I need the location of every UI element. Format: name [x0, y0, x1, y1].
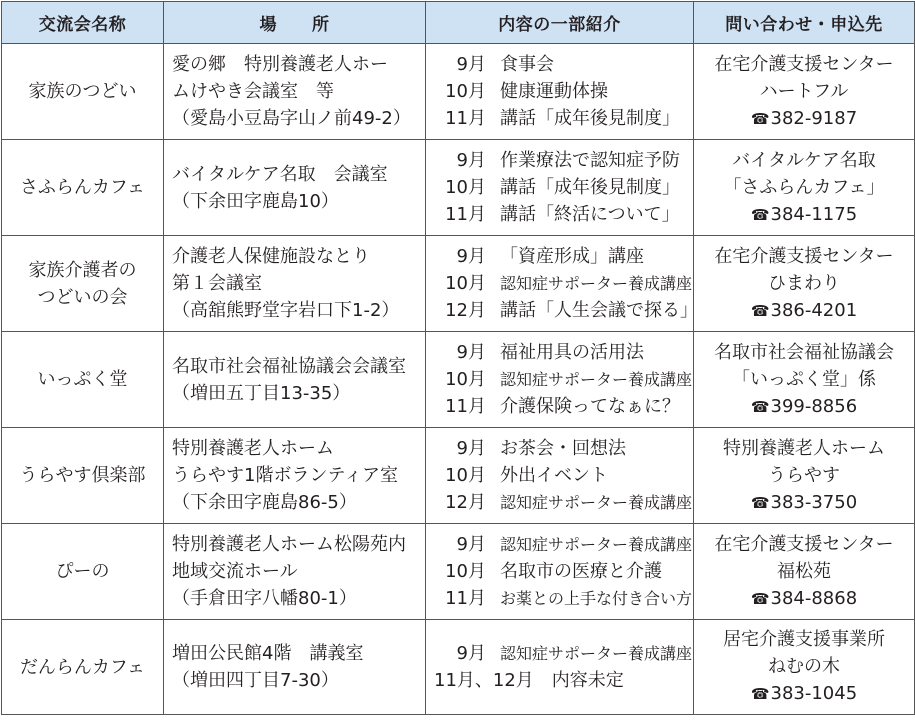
contact-line: 「いっぷく堂」係: [732, 368, 876, 390]
content-month: 11月: [445, 588, 486, 609]
tel-number: 383-1045: [770, 683, 858, 704]
meeting-name-line: つどいの会: [37, 286, 128, 308]
header-row: [2, 2, 915, 44]
meeting-contact: [694, 236, 915, 332]
place-line: （高舘熊野堂字岩口下1-2）: [172, 300, 400, 321]
meeting-place: [164, 428, 426, 524]
content-item: [434, 339, 693, 366]
telephone-icon: ☎: [750, 493, 770, 512]
meeting-name-line: ぴーの: [55, 561, 110, 582]
contact-tel: [696, 393, 912, 421]
contact-tel: [696, 105, 912, 133]
table-row: [2, 236, 915, 332]
contact-tel: [696, 489, 912, 517]
content-text: お茶会・回想法: [500, 438, 626, 459]
contact-line: ひまわり: [768, 272, 840, 294]
contact-line: 在宅介護支援センター: [714, 245, 894, 267]
content-text: 認知症サポーター養成講座: [500, 370, 693, 389]
place-line: うらやす1階ボランティア室: [172, 465, 399, 486]
content-text: 11月、12月 内容未定: [434, 670, 624, 691]
content-item: [434, 558, 693, 585]
meeting-name-line: だんらんカフェ: [19, 656, 146, 678]
content-text: 講話「終活について」: [500, 204, 680, 225]
content-item: [434, 585, 693, 612]
header-name: 交流会名称: [2, 2, 164, 44]
contact-line: 福松苑: [777, 560, 831, 582]
place-line: 名取市社会福祉協議会会議室: [172, 355, 406, 377]
contact-line: 「さふらんカフェ」: [723, 176, 885, 198]
content-item: [434, 105, 693, 132]
meeting-name: [2, 620, 164, 715]
tel-number: 399-8856: [770, 395, 858, 417]
place-line: （下余田字鹿島86-5）: [172, 492, 357, 513]
telephone-icon: ☎: [750, 205, 770, 224]
place-line: （愛島小豆島字山ノ前49-2）: [172, 108, 411, 129]
meeting-place: [164, 44, 426, 140]
table-row: [2, 524, 915, 620]
contact-line: 居宅介護支援事業所: [723, 629, 885, 650]
place-line: 介護老人保健施設なとり: [172, 246, 370, 267]
content-month: 12月: [445, 300, 486, 321]
place-line: バイタルケア名取 会議室: [172, 163, 388, 185]
content-item: [434, 393, 693, 420]
content-month: 10月: [445, 177, 486, 198]
content-text: 認知症サポーター養成講座: [500, 644, 693, 663]
contact-line: ハートフル: [759, 80, 849, 102]
content-item: [434, 51, 693, 78]
table-row: [2, 428, 915, 524]
content-text: 講話「成年後見制度」: [500, 177, 680, 198]
content-text: お薬との上手な付き合い方: [500, 589, 693, 608]
exchange-meeting-table: [1, 1, 915, 715]
content-item: [434, 435, 693, 462]
header-contact: 問い合わせ・申込先: [694, 2, 915, 44]
content-month: 9月: [456, 342, 486, 363]
content-month: 9月: [456, 643, 486, 664]
content-month: 9月: [456, 150, 486, 171]
tel-number: 384-1175: [770, 203, 858, 225]
content-item: [434, 531, 693, 558]
meeting-content: [426, 428, 694, 524]
meeting-place: [164, 620, 426, 715]
meeting-name-line: うらやす倶楽部: [19, 465, 146, 486]
meeting-content: [426, 524, 694, 620]
content-item: [434, 78, 693, 105]
telephone-icon: ☎: [750, 397, 770, 416]
contact-tel: [696, 201, 912, 229]
meeting-content: [426, 236, 698, 332]
meeting-name: [2, 524, 164, 620]
content-text: 講話「人生会議で探る」: [500, 300, 698, 321]
meeting-contact: [694, 620, 915, 715]
tel-number: 386-4201: [770, 299, 858, 321]
meeting-contact: [694, 428, 915, 524]
table-row: [2, 44, 915, 140]
content-month: 12月: [445, 492, 486, 513]
content-item: [434, 201, 693, 228]
header-place: 場 所: [164, 2, 426, 44]
meeting-name: [2, 332, 164, 428]
contact-line: ねむの木: [768, 656, 840, 677]
place-line: （下余田字鹿島10）: [172, 190, 339, 212]
meeting-content: [426, 332, 694, 428]
meeting-place: [164, 332, 426, 428]
place-line: 特別養護老人ホーム松陽苑内: [172, 534, 406, 555]
content-item: [434, 667, 693, 694]
content-text: 認知症サポーター養成講座: [500, 535, 693, 554]
table-row: [2, 332, 915, 428]
meeting-contact: [694, 524, 915, 620]
place-line: ムけやき会議室 等: [172, 81, 334, 102]
tel-number: 383-3750: [770, 491, 858, 513]
content-text: 「資産形成」講座: [500, 246, 644, 267]
tel-number: 384-8868: [770, 587, 858, 609]
content-month: 10月: [445, 465, 486, 486]
meeting-content: [426, 140, 694, 236]
meeting-name: [2, 428, 164, 524]
place-line: 愛の郷 特別養護老人ホー: [172, 54, 388, 75]
content-item: [434, 174, 693, 201]
content-text: 福祉用具の活用法: [500, 342, 644, 363]
contact-line: 在宅介護支援センター: [714, 53, 894, 75]
place-line: （増田四丁目7-30）: [172, 670, 339, 691]
table-row: [2, 140, 915, 236]
meeting-name-line: いっぷく堂: [37, 369, 128, 390]
contact-line: 名取市社会福祉協議会: [714, 341, 894, 363]
meeting-content: [426, 620, 694, 715]
table-row: [2, 620, 915, 715]
content-month: 9月: [456, 246, 486, 267]
content-item: [434, 243, 693, 270]
content-item: [434, 640, 693, 667]
place-line: （増田五丁目13-35）: [172, 382, 351, 404]
meeting-name: [2, 140, 164, 236]
contact-tel: [696, 297, 912, 325]
content-item: [434, 147, 693, 174]
content-text: 外出イベント: [500, 465, 608, 486]
content-month: 11月: [445, 108, 486, 129]
content-text: 認知症サポーター養成講座: [500, 274, 693, 293]
content-month: 11月: [445, 396, 486, 417]
content-text: 講話「成年後見制度」: [500, 108, 680, 129]
contact-line: 在宅介護支援センター: [714, 533, 894, 555]
meeting-name: [2, 236, 164, 332]
place-line: 第１会議室: [172, 273, 262, 294]
content-month: 9月: [456, 438, 486, 459]
meeting-content: [426, 44, 694, 140]
contact-line: バイタルケア名取: [732, 149, 876, 171]
meeting-name: [2, 44, 164, 140]
meeting-name-line: 家族介護者の: [28, 259, 137, 281]
content-month: 9月: [456, 534, 486, 555]
content-month: 10月: [445, 561, 486, 582]
meeting-place: [164, 236, 426, 332]
telephone-icon: ☎: [750, 109, 770, 128]
content-month: 11月: [445, 204, 486, 225]
meeting-place: [164, 524, 426, 620]
header-content: 内容の一部紹介: [426, 2, 694, 44]
meeting-contact: [694, 140, 915, 236]
content-text: 食事会: [500, 54, 554, 75]
meeting-name-line: さふらんカフェ: [19, 177, 146, 198]
meeting-contact: [694, 44, 915, 140]
meeting-contact: [694, 332, 915, 428]
content-text: 作業療法で認知症予防: [500, 150, 680, 171]
meeting-name-line: 家族のつどい: [28, 81, 137, 102]
content-item: [434, 297, 698, 324]
telephone-icon: ☎: [750, 301, 770, 320]
place-line: （手倉田字八幡80-1）: [172, 588, 357, 609]
content-item: [434, 270, 693, 297]
contact-tel: [696, 585, 912, 613]
meeting-place: [164, 140, 426, 236]
content-month: 10月: [445, 81, 486, 102]
content-text: 認知症サポーター養成講座: [500, 493, 693, 512]
content-text: 健康運動体操: [500, 81, 608, 102]
place-line: 増田公民館4階 講義室: [172, 643, 364, 664]
content-month: 9月: [456, 54, 486, 75]
content-month: 10月: [445, 369, 486, 390]
place-line: 特別養護老人ホーム: [172, 438, 334, 459]
contact-line: うらやす: [768, 464, 840, 486]
telephone-icon: ☎: [750, 685, 770, 703]
content-item: [434, 489, 693, 516]
tel-number: 382-9187: [770, 107, 858, 129]
telephone-icon: ☎: [750, 589, 770, 608]
place-line: 地域交流ホール: [172, 561, 298, 582]
content-text: 介護保険ってなぁに？: [500, 396, 680, 417]
contact-line: 特別養護老人ホーム: [723, 437, 885, 459]
content-item: [434, 366, 693, 393]
content-item: [434, 462, 693, 489]
content-month: 10月: [445, 273, 486, 294]
content-text: 名取市の医療と介護: [500, 561, 662, 582]
contact-tel: [696, 680, 912, 708]
